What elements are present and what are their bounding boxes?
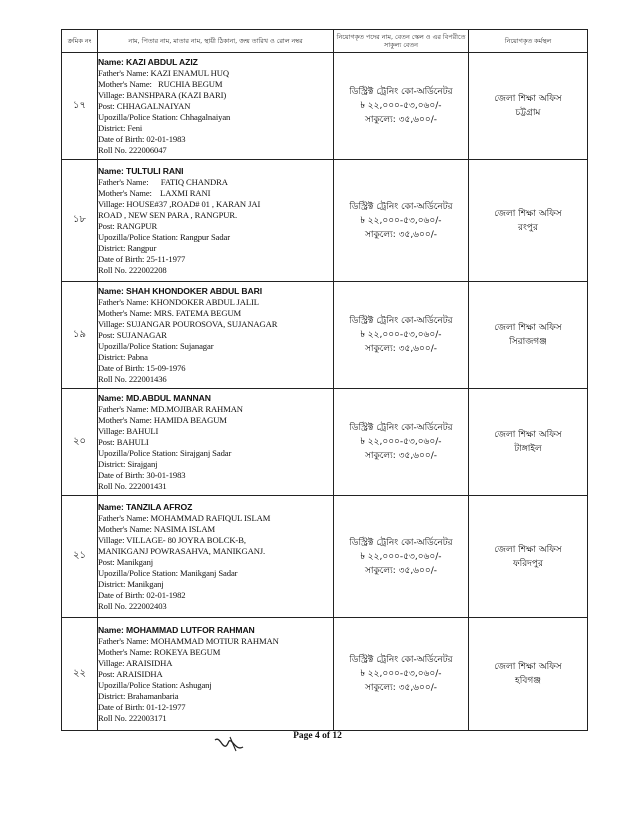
- office-line: জেলা শিক্ষা অফিস: [494, 208, 562, 219]
- post-line: সাকুল্যে: ৩৫,৬০০/-: [364, 565, 438, 576]
- detail-line: Mother's Name: HAMIDA BEAGUM: [98, 414, 227, 425]
- detail-line: District: Brahamanbaria: [98, 690, 179, 701]
- posting-office: [469, 53, 588, 160]
- post-and-salary: [334, 282, 469, 389]
- detail-line: District: Manikganj: [98, 578, 164, 589]
- office-line: জেলা শিক্ষা অফিস: [494, 323, 562, 333]
- detail-line: Upozilla/Police Station: Sujanagar: [98, 340, 214, 351]
- candidate-name: Name: MOHAMMAD LUTFOR RAHMAN: [98, 624, 255, 635]
- table-row: [62, 53, 588, 160]
- post-line: ডিস্ট্রিক্ট ট্রেনিং কো-অর্ডিনেটর: [349, 423, 453, 433]
- candidate-details: [98, 53, 334, 160]
- office-line: টাঙ্গাইল: [514, 444, 542, 454]
- post-line: সাকুল্যে: ৩৫,৬০০/-: [364, 344, 438, 354]
- post-line: সাকুল্যে: ৩৫,৬০০/-: [364, 451, 438, 461]
- post-line: ডিস্ট্রিক্ট ট্রেনিং কো-অর্ডিনেটর: [349, 316, 453, 326]
- serial-number: ১৮: [62, 160, 98, 282]
- table-row: [62, 618, 588, 731]
- posting-office: [469, 618, 588, 731]
- candidate-details: [98, 160, 334, 282]
- office-line: হবিগঞ্জ: [515, 676, 541, 686]
- header-details: নাম, পিতার নাম, মাতার নাম, স্থায়ী ঠিকানা, জন্ম তারিখ ও রোল নম্বর: [98, 30, 334, 53]
- detail-line: Date of Birth: 02-01-1983: [98, 133, 186, 144]
- post-line: সাকুল্যে: ৩৫,৬০০/-: [364, 229, 438, 240]
- table-row: [62, 389, 588, 496]
- detail-line: Roll No. 222002403: [98, 600, 167, 611]
- office-line: জেলা শিক্ষা অফিস: [494, 430, 562, 440]
- detail-line: Post: Manikganj: [98, 556, 154, 567]
- candidate-name: Name: MD.ABDUL MANNAN: [98, 392, 211, 403]
- detail-line: Upozilla/Police Station: Rangpur Sadar: [98, 231, 231, 242]
- candidate-details: [98, 618, 334, 731]
- appointment-table: [61, 29, 588, 731]
- header-office: নিয়োগকৃত কর্মস্থল: [469, 30, 588, 53]
- detail-line: Post: CHHAGALNAIYAN: [98, 100, 191, 111]
- posting-office: [469, 160, 588, 282]
- candidate-name: Name: SHAH KHONDOKER ABDUL BARI: [98, 285, 263, 296]
- detail-line: ROAD , NEW SEN PARA , RANGPUR.: [98, 209, 238, 220]
- detail-line: Post: RANGPUR: [98, 220, 158, 231]
- detail-line: Date of Birth: 02-01-1982: [98, 589, 186, 600]
- detail-line: Mother's Name: LAXMI RANI: [98, 187, 211, 198]
- serial-number: ১৭: [62, 53, 98, 160]
- serial-number: ২২: [62, 618, 98, 731]
- office-line: জেলা শিক্ষা অফিস: [494, 94, 562, 104]
- detail-line: Date of Birth: 15-09-1976: [98, 362, 186, 373]
- table-row: [62, 496, 588, 618]
- detail-line: Upozilla/Police Station: Chhagalnaiyan: [98, 111, 231, 122]
- posting-office: [469, 282, 588, 389]
- detail-line: Post: BAHULI: [98, 436, 149, 447]
- detail-line: Upozilla/Police Station: Manikganj Sadar: [98, 567, 238, 578]
- detail-line: Roll No. 222002208: [98, 264, 167, 275]
- detail-line: Mother's Name: ROKEYA BEGUM: [98, 646, 221, 657]
- detail-line: Village: BANSHPARA (KAZI BARI): [98, 89, 227, 100]
- detail-line: Roll No. 222001436: [98, 373, 167, 384]
- office-line: ফরিদপুর: [513, 558, 543, 569]
- post-and-salary: [334, 160, 469, 282]
- post-line: ৳ ২২,০০০-৫৩,০৬০/-: [360, 437, 442, 447]
- post-line: ডিস্ট্রিক্ট ট্রেনিং কো-অর্ডিনেটর: [349, 87, 453, 97]
- candidate-details: [98, 496, 334, 618]
- detail-line: Village: SUJANGAR POUROSOVA, SUJANAGAR: [98, 318, 278, 329]
- detail-line: Mother's Name: NASIMA ISLAM: [98, 523, 216, 534]
- detail-line: Upozilla/Police Station: Sirajganj Sadar: [98, 447, 232, 458]
- detail-line: Upozilla/Police Station: Ashuganj: [98, 679, 212, 690]
- post-and-salary: [334, 389, 469, 496]
- detail-line: Roll No. 222001431: [98, 480, 167, 491]
- detail-line: Father's Name: MOHAMMAD RAFIQUL ISLAM: [98, 512, 271, 523]
- candidate-name: Name: KAZI ABDUL AZIZ: [98, 56, 198, 67]
- candidate-name: Name: TULTULI RANI: [98, 165, 184, 176]
- detail-line: Village: HOUSE#37 ,ROAD# 01 , KARAN JAI: [98, 198, 261, 209]
- detail-line: District: Pabna: [98, 351, 148, 362]
- post-line: সাকুল্যে: ৩৫,৬০০/-: [364, 115, 438, 125]
- post-line: ৳ ২২,০০০-৫৩,০৬০/-: [360, 330, 442, 340]
- posting-office: [469, 496, 588, 618]
- post-line: ৳ ২২,০০০-৫৩,০৬০/-: [360, 551, 442, 562]
- post-line: সাকুল্যে: ৩৫,৬০০/-: [364, 683, 438, 693]
- detail-line: Date of Birth: 01-12-1977: [98, 701, 186, 712]
- detail-line: Village: BAHULI: [98, 425, 159, 436]
- post-and-salary: [334, 618, 469, 731]
- post-and-salary: [334, 496, 469, 618]
- detail-line: Roll No. 222003171: [98, 712, 167, 723]
- candidate-details: [98, 282, 334, 389]
- office-line: জেলা শিক্ষা অফিস: [494, 662, 562, 672]
- post-line: ডিস্ট্রিক্ট ট্রেনিং কো-অর্ডিনেটর: [349, 655, 453, 665]
- detail-line: Father's Name: FATIQ CHANDRA: [98, 176, 228, 187]
- detail-line: Father's Name: KHONDOKER ABDUL JALIL: [98, 296, 259, 307]
- detail-line: MANIKGANJ POWRASAHVA, MANIKGANJ.: [98, 545, 266, 556]
- office-line: সিরাজগঞ্জ: [509, 337, 547, 347]
- table-header-row: [62, 30, 588, 53]
- serial-number: ২১: [62, 496, 98, 618]
- detail-line: Father's Name: MD.MOJIBAR RAHMAN: [98, 403, 243, 414]
- post-line: ৳ ২২,০০০-৫৩,০৬০/-: [360, 215, 442, 226]
- post-line: ডিস্ট্রিক্ট ট্রেনিং কো-অর্ডিনেটর: [349, 537, 453, 548]
- header-post: নিয়োগকৃত পদের নাম, বেতন স্কেল ও এর বিপরীতে সাকুল্য বেতন: [334, 30, 469, 53]
- post-line: ৳ ২২,০০০-৫৩,০৬০/-: [360, 669, 442, 679]
- page-number: Page 4 of 12: [293, 731, 342, 741]
- serial-number: ২০: [62, 389, 98, 496]
- office-line: জেলা শিক্ষা অফিস: [494, 544, 562, 555]
- detail-line: Date of Birth: 30-01-1983: [98, 469, 186, 480]
- table-row: [62, 160, 588, 282]
- table-row: [62, 282, 588, 389]
- detail-line: Mother's Name: MRS. FATEMA BEGUM: [98, 307, 242, 318]
- posting-office: [469, 389, 588, 496]
- post-line: ৳ ২২,০০০-৫৩,০৬০/-: [360, 101, 442, 111]
- detail-line: Village: VILLAGE- 80 JOYRA BOLCK-B,: [98, 534, 246, 545]
- detail-line: District: Feni: [98, 122, 143, 133]
- serial-number: ১৯: [62, 282, 98, 389]
- detail-line: District: Rangpur: [98, 242, 157, 253]
- office-line: রংপুর: [518, 222, 538, 233]
- detail-line: Post: ARAISIDHA: [98, 668, 163, 679]
- detail-line: District: Sirajganj: [98, 458, 158, 469]
- post-line: ডিস্ট্রিক্ট ট্রেনিং কো-অর্ডিনেটর: [349, 201, 453, 212]
- office-line: চট্টগ্রাম: [515, 108, 541, 118]
- detail-line: Village: ARAISIDHA: [98, 657, 173, 668]
- detail-line: Post: SUJANAGAR: [98, 329, 167, 340]
- detail-line: Roll No. 222006047: [98, 144, 167, 155]
- detail-line: Mother's Name: RUCHIA BEGUM: [98, 78, 223, 89]
- detail-line: Father's Name: KAZI ENAMUL HUQ: [98, 67, 229, 78]
- candidate-details: [98, 389, 334, 496]
- table-body: [62, 53, 588, 731]
- header-serial: ক্রমিক নং: [62, 30, 98, 53]
- post-and-salary: [334, 53, 469, 160]
- detail-line: Father's Name: MOHAMMAD MOTIUR RAHMAN: [98, 635, 279, 646]
- candidate-name: Name: TANZILA AFROZ: [98, 501, 193, 512]
- detail-line: Date of Birth: 25-11-1977: [98, 253, 186, 264]
